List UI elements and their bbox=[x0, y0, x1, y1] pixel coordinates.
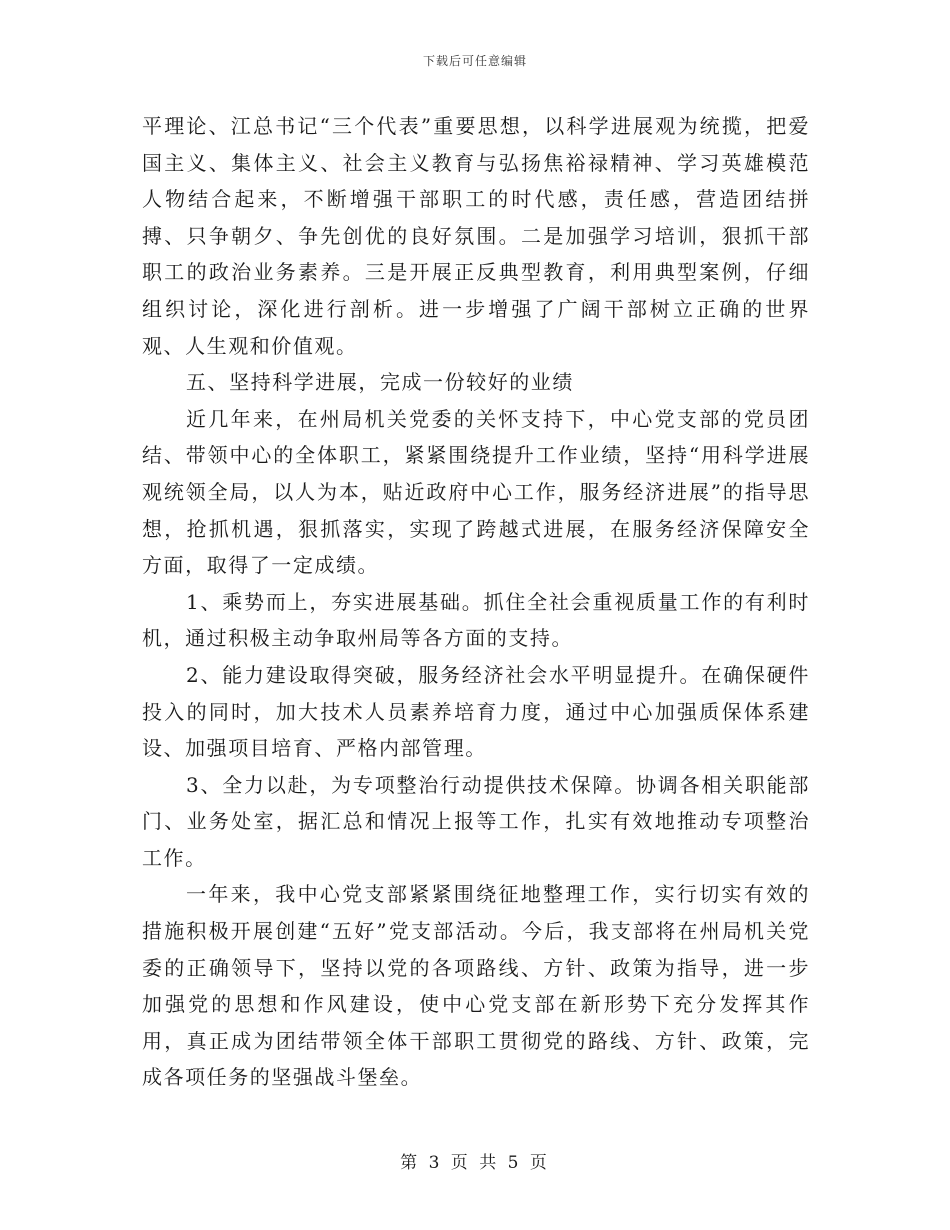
page-header: 下载后可任意编辑 bbox=[422, 54, 527, 68]
paragraph-conclusion: 一年来，我中心党支部紧紧围绕征地整理工作，实行切实有效的措施积极开展创建“五好”党支部活动。今后，我支部将在州局机关党委的正确领导下，坚持以党的各项路线、方针、政策为指导，进一步加强党的思想和作风建设，使中心党支部在新形势下充分发挥其作用，真正成为团结带领全体干部职工贯彻党的路线、方针、政策，完成各项任务的坚强战斗堡垒。 bbox=[142, 882, 810, 1090]
document-body bbox=[142, 108, 810, 1096]
list-item-2: 2、能力建设取得突破，服务经济社会水平明显提升。在确保硬件投入的同时，加大技术人员素养培育力度，通过中心加强质保体系建设、加强项目培育、严格内部管理。 bbox=[142, 662, 810, 761]
paragraph: 近几年来，在州局机关党委的关怀支持下，中心党支部的党员团结、带领中心的全体职工，紧紧围绕提升工作业绩，坚持“用科学进展观统领全局，以人为本，贴近政府中心工作，服务经济进展”的指导思想，抢抓机遇，狠抓落实，实现了跨越式进展，在服务经济保障安全方面，取得了一定成绩。 bbox=[142, 406, 810, 578]
list-item-1: 1、乘势而上，夯实进展基础。抓住全社会重视质量工作的有利时机，通过积极主动争取州局等各方面的支持。 bbox=[142, 589, 810, 651]
page-number: 第 3 页 共 5 页 bbox=[400, 1153, 550, 1173]
section-heading: 五、坚持科学进展，完成一份较好的业绩 bbox=[186, 370, 574, 395]
paragraph-continuation: 平理论、江总书记“三个代表”重要思想，以科学进展观为统揽，把爱国主义、集体主义、社会主义教育与弘扬焦裕禄精神、学习英雄模范人物结合起来，不断增强干部职工的时代感，责任感，营造团结拼搏、只争朝夕、争先创优的良好氛围。二是加强学习培训，狠抓干部职工的政治业务素养。三是开展正反典型教育，利用典型案例，仔细组织讨论，深化进行剖析。进一步增强了广阔干部树立正确的世界观、人生观和价值观。 bbox=[142, 114, 810, 358]
list-item-3: 3、全力以赴，为专项整治行动提供技术保障。协调各相关职能部门、业务处室，据汇总和情况上报等工作，扎实有效地推动专项整治工作。 bbox=[142, 772, 810, 870]
